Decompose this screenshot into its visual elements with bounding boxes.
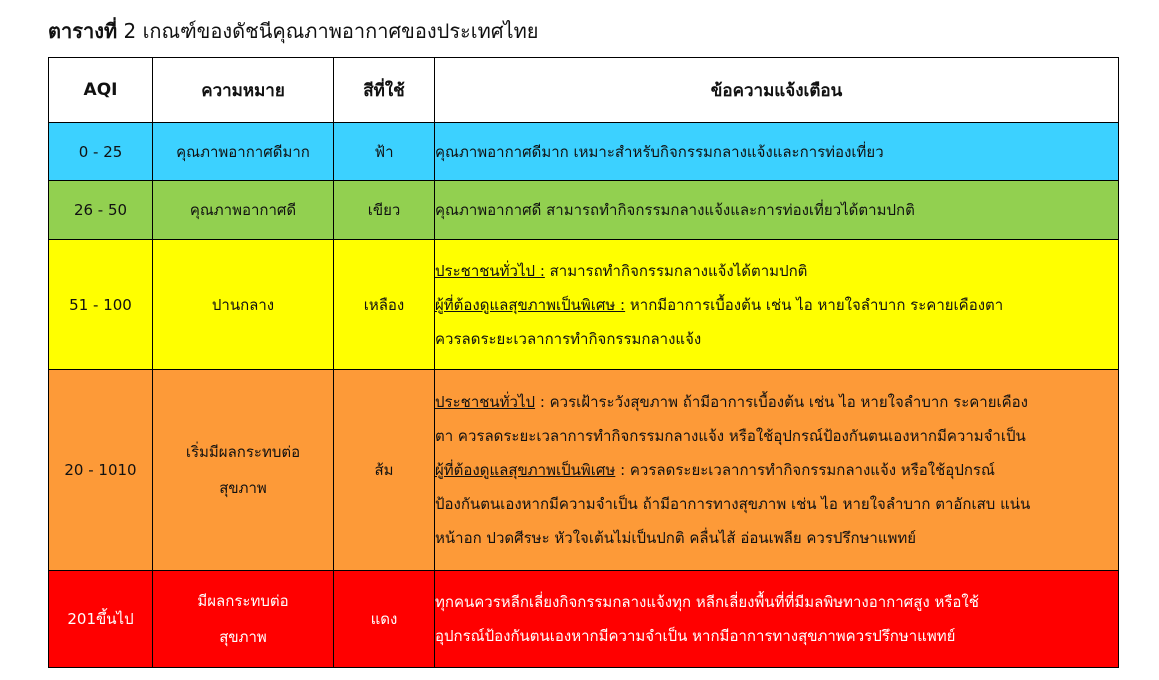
meaning-line: สุขภาพ [219, 479, 267, 497]
message-line [435, 193, 1118, 227]
message-underlined-label: ประชาชนทั่วไป [435, 393, 536, 411]
message-line [435, 585, 1118, 619]
meaning-line: คุณภาพอากาศดี [189, 201, 297, 219]
message-line [435, 419, 1118, 453]
message-text: ตา ควรลดระยะเวลาการทำกิจกรรมกลางแจ้ง หรือใช้อุปกรณ์ป้องกันตนเองหากมีความจำเป็น [435, 427, 1026, 445]
caption-title: 2 เกณฑ์ของดัชนีคุณภาพอากาศของประเทศไทย [117, 19, 539, 43]
table-row-orange [49, 370, 1119, 571]
message-text: ควรลดระยะเวลาการทำกิจกรรมกลางแจ้ง [435, 329, 702, 348]
meaning-cell [153, 571, 334, 668]
message-text: คุณภาพอากาศดี สามารถทำกิจกรรมกลางแจ้งและการท่องเที่ยวได้ตามปกติ [435, 201, 915, 219]
message-text: คุณภาพอากาศดีมาก เหมาะสำหรับกิจกรรมกลางแจ้งและการท่องเที่ยว [435, 142, 884, 161]
message-underlined-label: ผู้ที่ต้องดูแลสุขภาพเป็นพิเศษ : [435, 295, 626, 314]
message-underlined-label: ผู้ที่ต้องดูแลสุขภาพเป็นพิเศษ [435, 461, 616, 479]
aqi-range-cell: 51 - 100 [49, 240, 153, 370]
header-message: ข้อความแจ้งเตือน [435, 58, 1119, 123]
message-line [435, 619, 1118, 653]
message-line [435, 521, 1118, 555]
table-row-yellow [49, 240, 1119, 370]
aqi-range-cell: 26 - 50 [49, 181, 153, 240]
meaning-line: มีผลกระทบต่อ [197, 592, 289, 610]
message-text: : ควรลดระยะเวลาการทำกิจกรรมกลางแจ้ง หรือใช้อุปกรณ์ [615, 461, 995, 479]
table-row-green [49, 181, 1119, 240]
meaning-line: ปานกลาง [211, 295, 275, 314]
color-name-cell: ส้ม [334, 370, 435, 571]
message-text: สามารถทำกิจกรรมกลางแจ้งได้ตามปกติ [544, 261, 808, 280]
message-line [435, 288, 1118, 322]
color-name-cell: เขียว [334, 181, 435, 240]
header-aqi: AQI [49, 58, 153, 123]
color-name-cell: แดง [334, 571, 435, 668]
header-meaning: ความหมาย [153, 58, 334, 123]
message-text: หากมีอาการเบื้องต้น เช่น ไอ หายใจลำบาก ระคายเคืองตา [625, 295, 1004, 314]
message-line [435, 322, 1118, 356]
aqi-criteria-table [48, 57, 1119, 668]
message-line [435, 385, 1118, 419]
meaning-cell [153, 240, 334, 370]
meaning-cell [153, 181, 334, 240]
table-row-red [49, 571, 1119, 668]
message-text: ป้องกันตนเองหากมีความจำเป็น ถ้ามีอาการทางสุขภาพ เช่น ไอ หายใจลำบาก ตาอักเสบ แน่น [435, 495, 1031, 513]
message-cell [435, 571, 1119, 668]
meaning-line: สุขภาพ [219, 628, 267, 646]
meaning-cell [153, 370, 334, 571]
meaning-line: คุณภาพอากาศดีมาก [176, 142, 310, 161]
message-line [435, 254, 1118, 288]
message-line [435, 453, 1118, 487]
table-header-row [49, 58, 1119, 123]
message-text: หน้าอก ปวดศีรษะ หัวใจเต้นไม่เป็นปกติ คลื่นไส้ อ่อนเพลีย ควรปรึกษาแพทย์ [435, 529, 917, 547]
message-text: อุปกรณ์ป้องกันตนเองหากมีความจำเป็น หากมีอาการทางสุขภาพควรปรึกษาแพทย์ [435, 627, 956, 645]
meaning-cell [153, 123, 334, 181]
color-name-cell: ฟ้า [334, 123, 435, 181]
header-color: สีที่ใช้ [334, 58, 435, 123]
message-line [435, 487, 1118, 521]
message-line [435, 135, 1118, 169]
aqi-range-cell: 0 - 25 [49, 123, 153, 181]
message-cell [435, 181, 1119, 240]
aqi-range-cell: 20 - 1010 [49, 370, 153, 571]
message-underlined-label: ประชาชนทั่วไป : [435, 261, 545, 280]
message-text: ทุกคนควรหลีกเลี่ยงกิจกรรมกลางแจ้งทุก หลีกเลี่ยงพื้นที่ที่มีมลพิษทางอากาศสูง หรือใช้ [435, 593, 979, 611]
table-row-blue [49, 123, 1119, 181]
caption-label: ตารางที่ [48, 19, 118, 43]
message-text: : ควรเฝ้าระวังสุขภาพ ถ้ามีอาการเบื้องต้น เช่น ไอ หายใจลำบาก ระคายเคือง [535, 393, 1028, 411]
meaning-line: เริ่มมีผลกระทบต่อ [185, 443, 301, 461]
message-cell [435, 123, 1119, 181]
message-cell [435, 370, 1119, 571]
table-caption [48, 17, 538, 45]
aqi-range-cell: 201ขึ้นไป [49, 571, 153, 668]
color-name-cell: เหลือง [334, 240, 435, 370]
message-cell [435, 240, 1119, 370]
